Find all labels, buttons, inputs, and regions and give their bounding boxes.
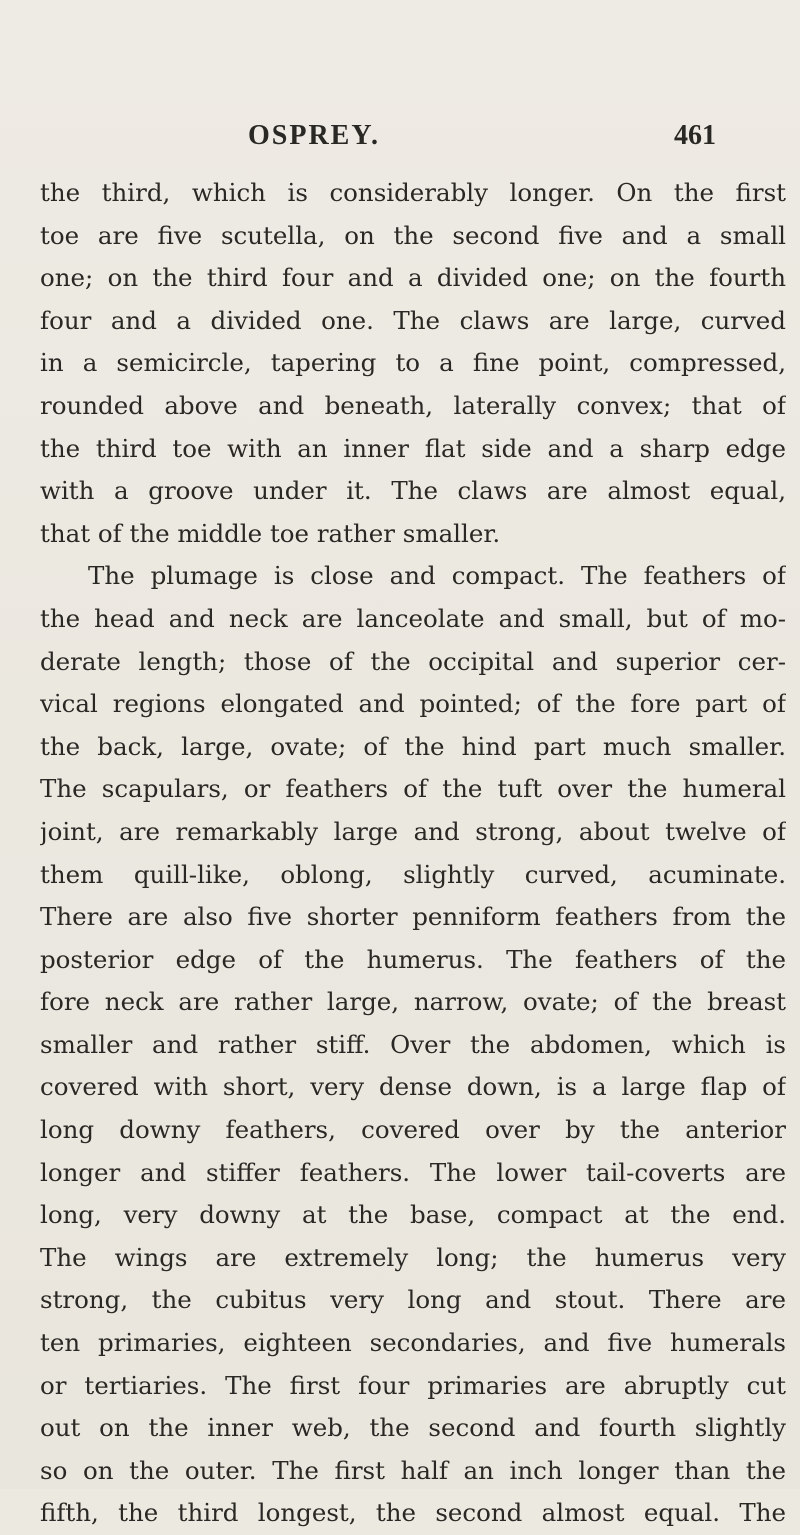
text-line: so on the outer. The first half an inch longer than the bbox=[40, 1455, 786, 1485]
text-line: fore neck are rather large, narrow, ovate; of the breast bbox=[40, 987, 786, 1017]
page-number: 461 bbox=[674, 120, 716, 151]
body-text bbox=[40, 172, 786, 1535]
text-line: vical regions elongated and pointed; of the fore part of bbox=[40, 689, 786, 719]
text-line: the third, which is considerably longer. On the first bbox=[40, 178, 786, 207]
text-line: posterior edge of the humerus. The feathers of the bbox=[40, 944, 786, 974]
text-line: strong, the cubitus very long and stout. There are bbox=[40, 1285, 786, 1315]
text-line: covered with short, very dense down, is a large flap of bbox=[40, 1072, 786, 1102]
text-line: one; on the third four and a divided one; on the fourth bbox=[40, 263, 786, 293]
text-line: There are also five shorter penniform feathers from the bbox=[40, 902, 786, 932]
text-line: The scapulars, or feathers of the tuft over the humeral bbox=[40, 774, 786, 804]
text-line: smaller and rather stiff. Over the abdomen, which is bbox=[40, 1029, 786, 1059]
text-line: long downy feathers, covered over by the anterior bbox=[40, 1115, 786, 1145]
text-line: The plumage is close and compact. The feathers of bbox=[88, 561, 786, 591]
text-line: long, very downy at the base, compact at the end. bbox=[40, 1200, 786, 1230]
running-title: OSPREY. bbox=[248, 120, 381, 151]
text-line: that of the middle toe rather smaller. bbox=[40, 518, 501, 548]
text-line: joint, are remarkably large and strong, about twelve of bbox=[40, 816, 786, 846]
text-line: rounded above and beneath, laterally convex; that of bbox=[40, 390, 786, 420]
text-line: longer and stiffer feathers. The lower tail-coverts are bbox=[40, 1157, 786, 1187]
text-line: out on the inner web, the second and fourth slightly bbox=[40, 1413, 786, 1443]
text-line: derate length; those of the occipital and superior cer- bbox=[40, 646, 786, 676]
text-line: the back, large, ovate; of the hind part much smaller. bbox=[40, 731, 786, 761]
text-line: them quill-like, oblong, slightly curved, acuminate. bbox=[40, 859, 786, 889]
text-line: the head and neck are lanceolate and small, but of mo- bbox=[40, 603, 786, 633]
text-line: toe are five scutella, on the second five and a small bbox=[40, 220, 786, 250]
text-line: or tertiaries. The first four primaries are abruptly cut bbox=[40, 1370, 786, 1400]
text-line: with a groove under it. The claws are almost equal, bbox=[40, 476, 786, 506]
running-head bbox=[248, 120, 716, 160]
text-line: four and a divided one. The claws are large, curved bbox=[40, 305, 786, 335]
text-line: The wings are extremely long; the humerus very bbox=[40, 1242, 786, 1272]
text-line: in a semicircle, tapering to a fine point, compressed, bbox=[40, 348, 786, 378]
text-line: fifth, the third longest, the second almost equal. The bbox=[40, 1498, 786, 1528]
text-line: ten primaries, eighteen secondaries, and five humerals bbox=[40, 1328, 786, 1358]
text-line: the third toe with an inner flat side and a sharp edge bbox=[40, 433, 786, 463]
